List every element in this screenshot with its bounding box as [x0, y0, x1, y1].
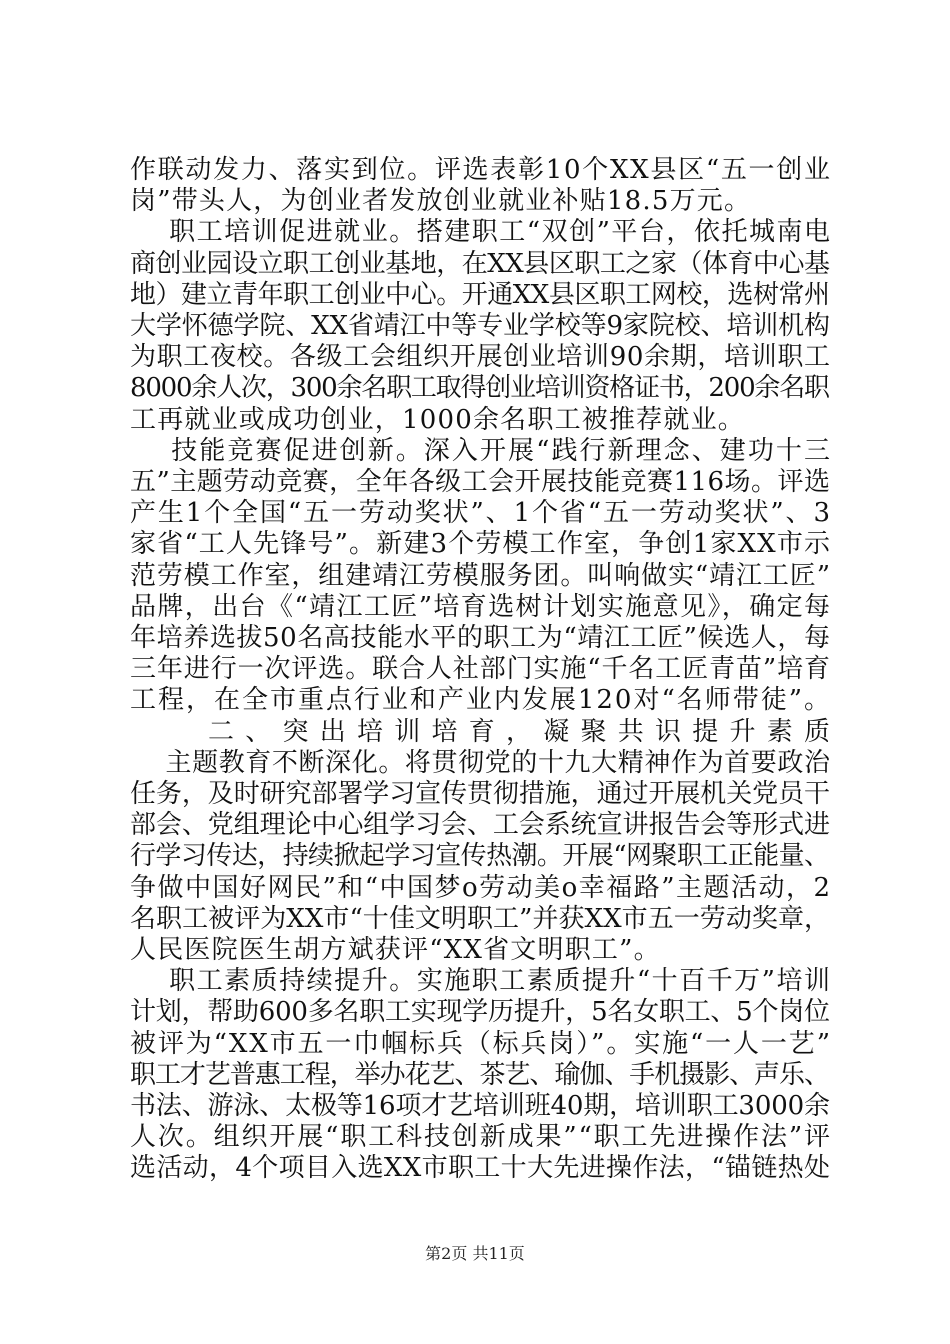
text-line: 工程，在全市重点行业和产业内发展120对“名师带徒”。 — [130, 685, 832, 716]
text-line: 职工素质持续提升。实施职工素质提升“十百千万”培训 — [130, 966, 832, 997]
text-line: 主题教育不断深化。将贯彻党的十九大精神作为首要政治 — [130, 747, 831, 778]
text-line: 产生1个全国“五一劳动奖状”、1个省“五一劳动奖状”、3 — [130, 498, 832, 529]
text-line: 五”主题劳动竞赛，全年各级工会开展技能竞赛116场。评选 — [130, 467, 831, 497]
text-line: 技能竞赛促进创新。深入开展“践行新理念、建功十三 — [130, 435, 833, 466]
text-line: 争做中国好网民”和“中国梦o劳动美o幸福路”主题活动，2 — [130, 872, 832, 903]
text-line: 范劳模工作室，组建靖江劳模服务团。叫响做实“靖江工匠” — [130, 560, 831, 591]
text-line: 书法、游泳、太极等16项才艺培训班40期，培训职工3000余 — [130, 1091, 830, 1121]
page-footer — [0, 1243, 950, 1265]
text-line: 被评为“XX市五一巾帼标兵（标兵岗）”。实施“一人一艺” — [130, 1028, 832, 1059]
text-line: 人次。组织开展“职工科技创新成果”“职工先进操作法”评 — [130, 1122, 832, 1153]
text-line: 选活动，4个项目入选XX市职工十大先进操作法，“锚链热处 — [130, 1153, 831, 1184]
text-line: 二、突出培训培育，凝聚共识提升素质 — [130, 716, 842, 747]
text-line: 工再就业或成功创业，1000余名职工被推荐就业。 — [130, 404, 745, 435]
text-line: 名职工被评为XX市“十佳文明职工”并获XX市五一劳动奖章， — [130, 903, 831, 934]
text-line: 职工才艺普惠工程，举办花艺、茶艺、瑜伽、手机摄影、声乐、 — [130, 1059, 829, 1090]
text-line: 部会、党组理论中心组学习会、工会系统宣讲报告会等形式进 — [130, 810, 830, 841]
text-line: 职工培训促进就业。搭建职工“双创”平台，依托城南电 — [130, 217, 832, 248]
text-line: 8000余人次，300余名职工取得创业培训资格证书，200余名职 — [130, 373, 829, 404]
text-line: 品牌，出台《“靖江工匠”培育选树计划实施意见》，确定每 — [130, 591, 832, 622]
text-line: 行学习传达，持续掀起学习宣传热潮。开展“网聚职工正能量、 — [130, 841, 830, 872]
text-line: 商创业园设立职工创业基地，在XX县区职工之家（体育中心基 — [130, 248, 830, 279]
page-number-text: 第2页 共11页 — [425, 1244, 525, 1263]
text-line: 岗”带头人，为创业者发放创业就业补贴18.5万元。 — [130, 186, 752, 217]
text-line: 计划，帮助600多名职工实现学历提升，5名女职工、5个岗位 — [130, 997, 830, 1028]
text-line: 任务，及时研究部署学习宣传贯彻措施，通过开展机关党员干 — [130, 779, 830, 809]
text-line: 家省“工人先锋号”。新建3个劳模工作室，争创1家XX市示 — [130, 529, 832, 560]
text-line: 作联动发力、落实到位。评选表彰10个XX县区“五一创业 — [130, 155, 832, 185]
text-line: 为职工夜校。各级工会组织开展创业培训90余期，培训职工 — [130, 342, 831, 373]
text-line: 三年进行一次评选。联合人社部门实施“千名工匠青苗”培育 — [130, 654, 831, 685]
text-line: 大学怀德学院、XX省靖江中等专业学校等9家院校、培训机构 — [130, 311, 830, 341]
text-line: 年培养选拔50名高技能水平的职工为“靖江工匠”候选人，每 — [130, 623, 831, 653]
text-line: 地）建立青年职工创业中心。开通XX县区职工网校，选树常州 — [130, 279, 830, 310]
text-line: 人民医院医生胡方斌获评“XX省文明职工”。 — [130, 935, 661, 965]
